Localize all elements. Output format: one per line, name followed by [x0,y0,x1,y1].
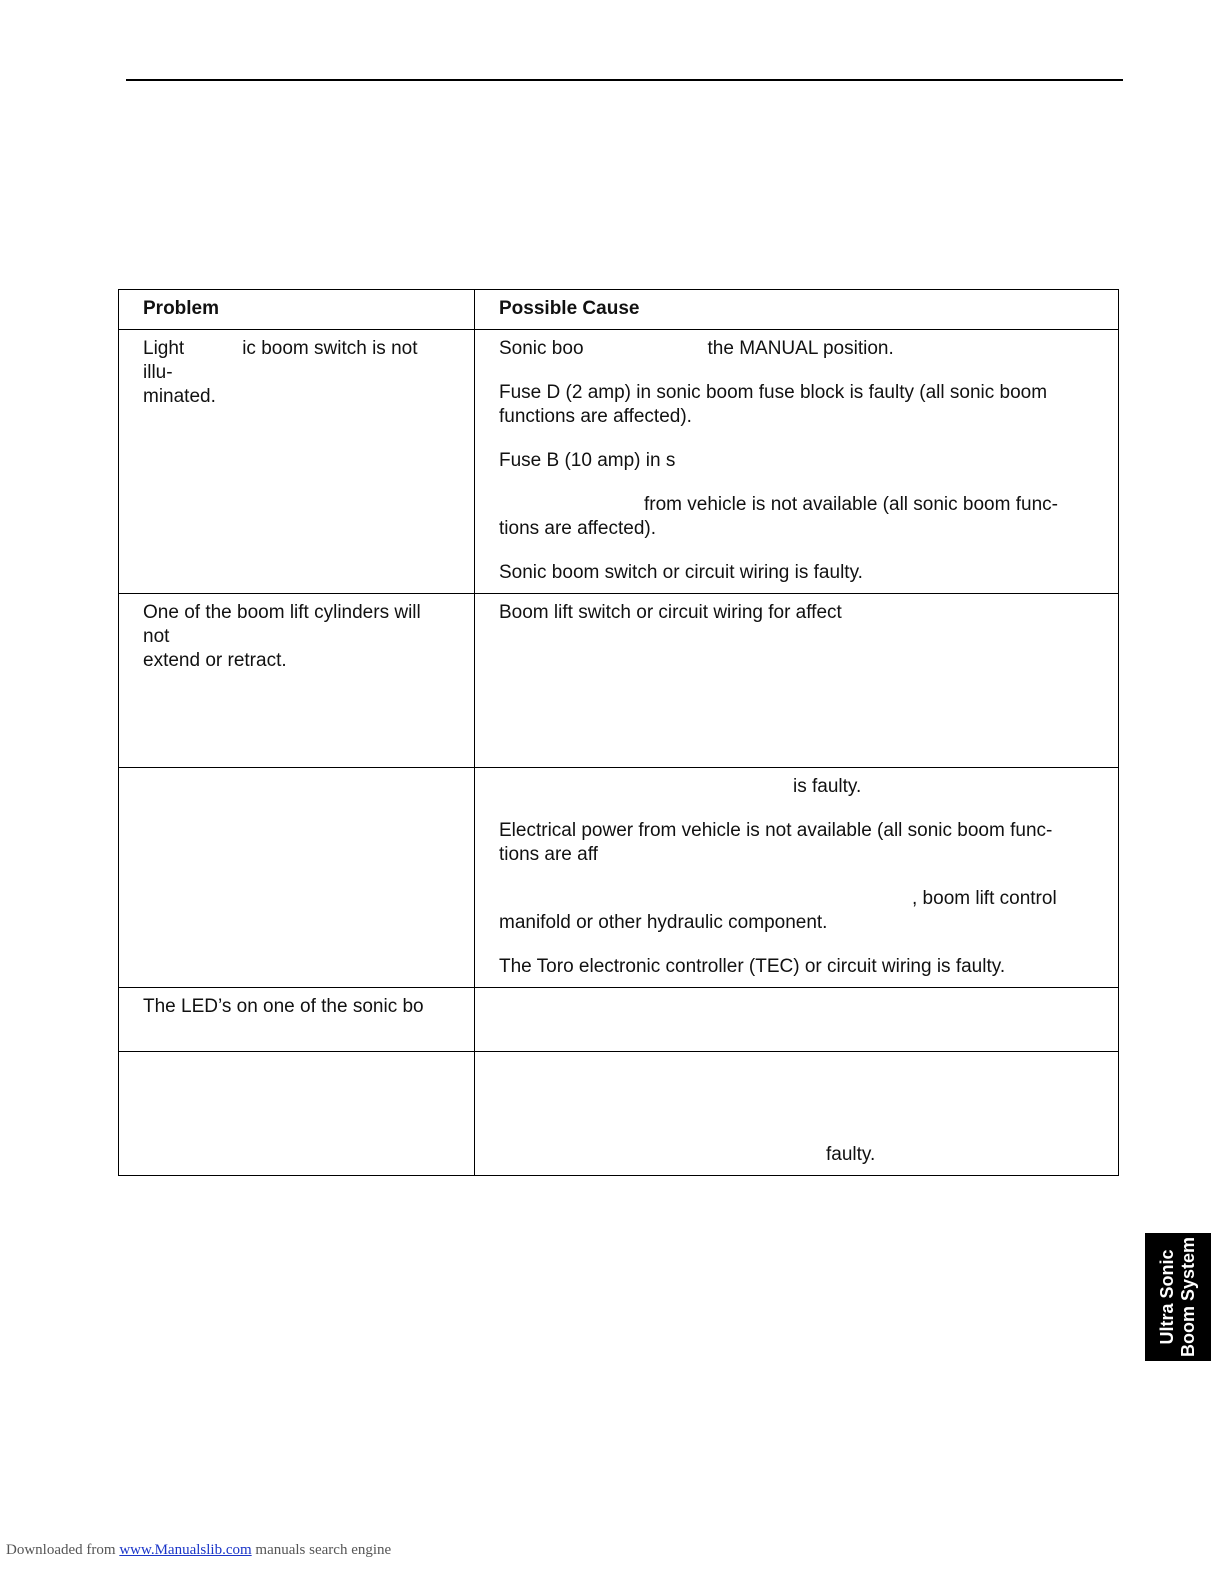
cause-cell [475,594,1119,768]
cause-item [499,449,1094,473]
section-tab-line2: Boom System [1178,1236,1198,1358]
problem-text: Light [143,338,185,359]
column-header-cause: Possible Cause [475,290,1119,330]
cause-text: is faulty. [793,776,862,797]
download-footer [6,1542,391,1559]
cause-item [499,561,1094,585]
problem-text: The LED’s on one of the sonic bo [143,996,424,1017]
table-row [119,988,1119,1052]
problem-cell [119,988,475,1052]
cause-text: Fuse D (2 amp) in sonic boom fuse block is faulty (all sonic boom [499,382,1048,403]
section-tab-line1: Ultra Sonic [1157,1249,1177,1345]
problem-cell [119,1052,475,1176]
cause-text: The Toro electronic controller (TEC) or circuit wiring is faulty. [499,956,1006,977]
table-row [119,330,1119,594]
problem-text: extend or retract. [143,650,287,671]
cause-text: Sonic boo [499,338,584,359]
header-rule [126,79,1123,81]
cause-text: faulty. [826,1144,876,1165]
problem-text: One of the boom lift cylinders will not [143,602,421,647]
column-header-problem: Problem [119,290,475,330]
problem-cell [119,330,475,594]
table-row [119,1052,1119,1176]
cause-item [499,337,1094,361]
cause-item [499,381,1094,429]
cause-text: , boom lift control [912,888,1057,909]
table-header-row [119,290,1119,330]
problem-text: ic boom switch is not illu- [143,338,418,383]
table-row [119,768,1119,988]
cause-text: functions are affected). [499,406,692,427]
cause-item [499,819,1094,867]
cause-cell [475,768,1119,988]
footer-suffix: manuals search engine [255,1542,392,1558]
cause-item [499,887,1094,935]
cause-item [499,1143,1094,1167]
cause-text: from vehicle is not available (all sonic boom func- [644,494,1058,515]
problem-text: minated. [143,386,216,407]
cause-item [499,955,1094,979]
cause-item [499,775,1094,799]
footer-prefix: Downloaded from [6,1542,116,1558]
manualslib-link[interactable]: www.Manualslib.com [119,1542,252,1558]
cause-item [499,493,1094,541]
problem-cell [119,594,475,768]
cause-text: tions are affected). [499,518,657,539]
cause-text: manifold or other hydraulic component. [499,912,828,933]
section-tab [1145,1233,1211,1361]
problem-cell [119,768,475,988]
cause-cell [475,988,1119,1052]
cause-text: Sonic boom switch or circuit wiring is faulty. [499,562,863,583]
cause-text: the MANUAL position. [707,338,894,359]
cause-item [499,601,1094,625]
troubleshooting-table [118,289,1119,1176]
cause-text: Electrical power from vehicle is not available (all sonic boom func- [499,820,1053,841]
cause-cell [475,330,1119,594]
cause-text: Fuse B (10 amp) in s [499,450,676,471]
cause-text: Boom lift switch or circuit wiring for affect [499,602,842,623]
table-row [119,594,1119,768]
cause-cell [475,1052,1119,1176]
cause-text: tions are aff [499,844,598,865]
